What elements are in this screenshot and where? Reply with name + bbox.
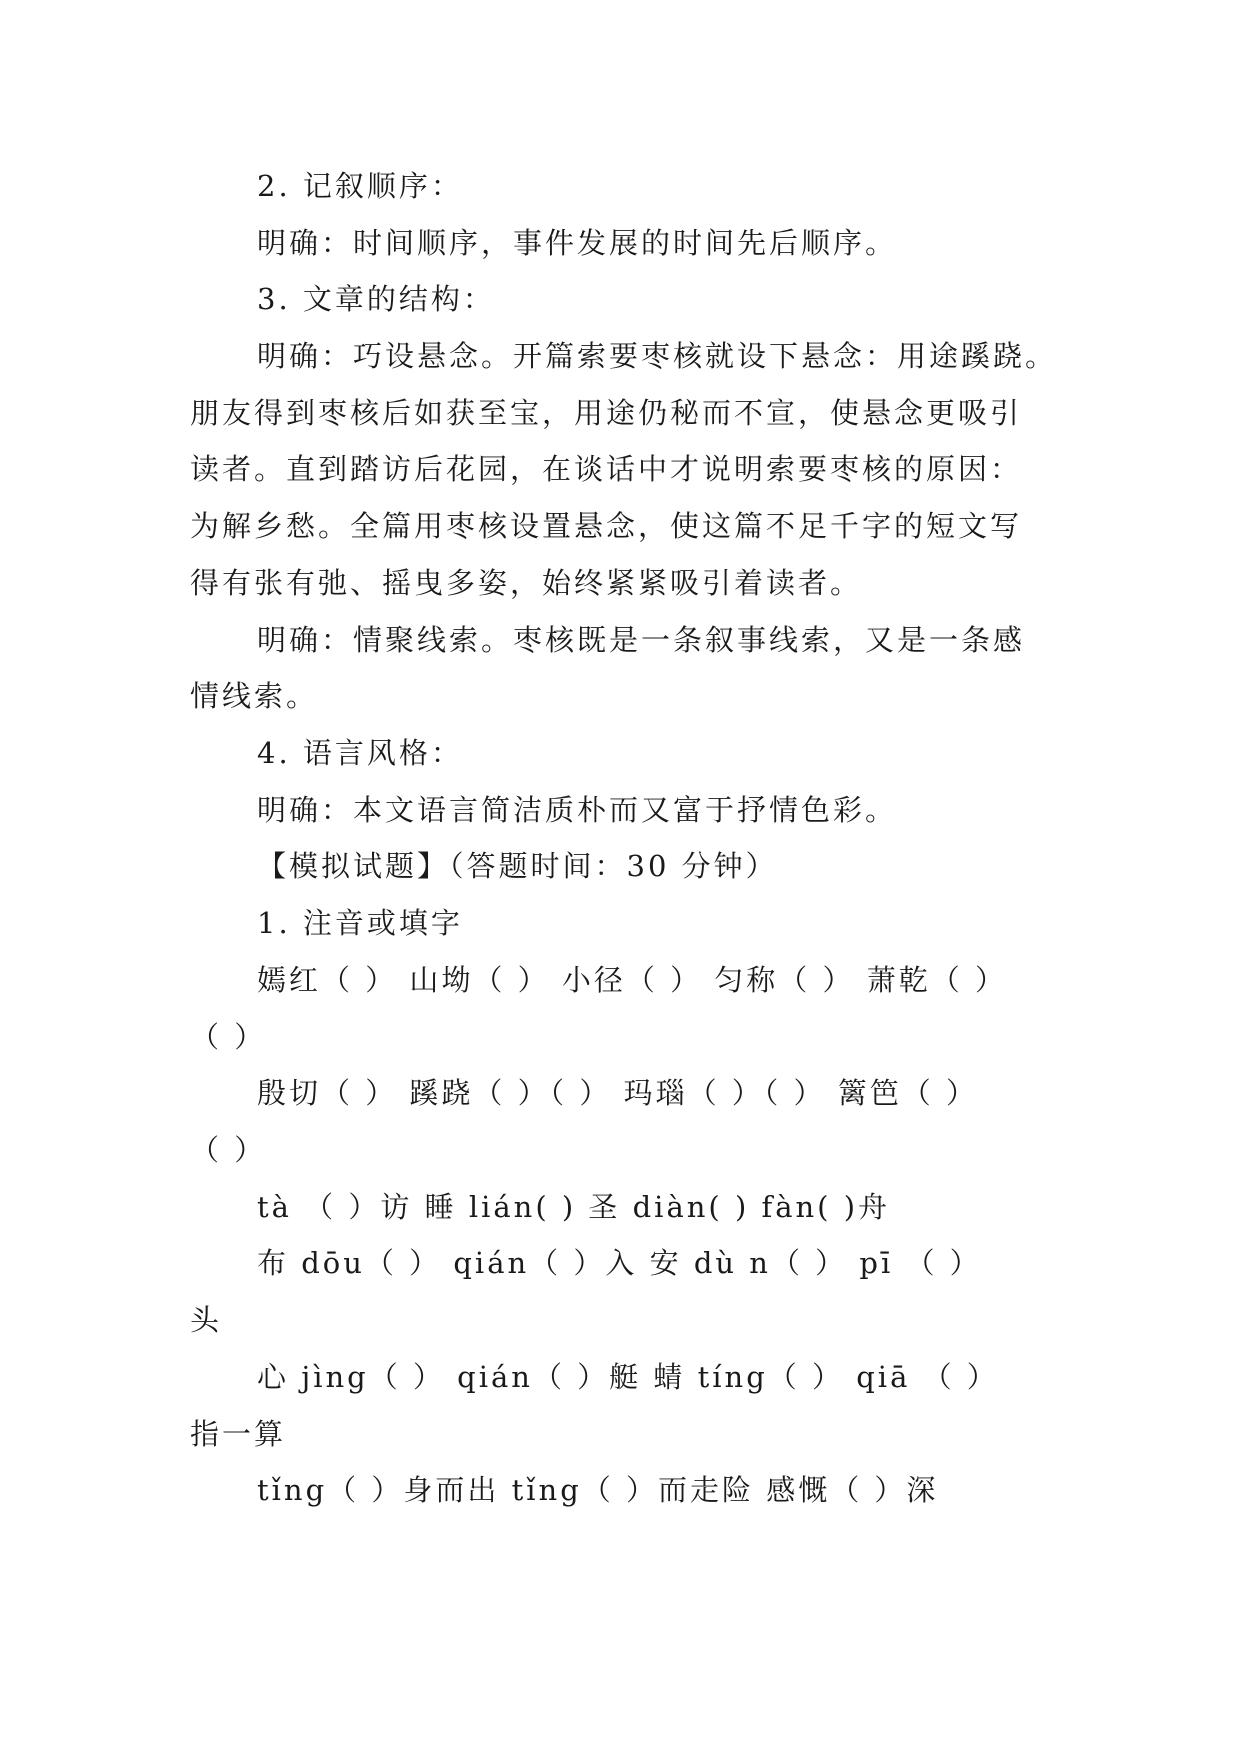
question-line: 嫣红（ ） 山坳（ ） 小径（ ） 匀称（ ） 萧乾（ ） bbox=[257, 963, 1007, 997]
question-line: tǐng（ ）身而出 tǐng（ ）而走险 感慨（ ）深 bbox=[257, 1473, 939, 1507]
question-line: （ ） bbox=[190, 1133, 267, 1167]
question-line: 头 bbox=[190, 1303, 223, 1337]
question-line: tà （ ）访 睡 lián( ) 圣 diàn( ) fàn( )舟 bbox=[257, 1190, 891, 1224]
text-line: 明确：本文语言简洁质朴而又富于抒情色彩。 bbox=[257, 793, 898, 827]
question-line: 殷切（ ） 蹊跷（ ）（ ） 玛瑙（ ）（ ） 篱笆（ ） bbox=[257, 1076, 978, 1110]
text-line: 为解乡愁。全篇用枣核设置悬念，使这篇不足千字的短文写 bbox=[190, 509, 1023, 543]
question-line: （ ） bbox=[190, 1020, 267, 1054]
text-line: 明确：巧设悬念。开篇索要枣核就设下悬念：用途蹊跷。 bbox=[257, 339, 1058, 373]
question-line: 布 dōu（ ） qián（ ）入 安 dù n（ ） pī （ ） bbox=[257, 1246, 982, 1280]
text-line: 朋友得到枣核后如获至宝，用途仍秘而不宣，使悬念更吸引 bbox=[190, 396, 1023, 430]
text-line: 读者。直到踏访后花园，在谈话中才说明索要枣核的原因： bbox=[190, 452, 1023, 486]
text-line: 情线索。 bbox=[190, 679, 319, 713]
question-line: 心 jìng（ ） qián（ ）艇 蜻 tíng（ ） qiā （ ） bbox=[257, 1360, 999, 1394]
section-heading: 2. 记叙顺序： bbox=[257, 169, 463, 203]
question-heading: 1. 注音或填字 bbox=[257, 906, 463, 940]
section-heading: 3. 文章的结构： bbox=[257, 282, 495, 316]
text-line: 得有张有弛、摇曳多姿，始终紧紧吸引着读者。 bbox=[190, 566, 863, 600]
question-line: 指一算 bbox=[190, 1417, 287, 1451]
text-line: 明确：情聚线索。枣核既是一条叙事线索，又是一条感 bbox=[257, 623, 1026, 657]
exercise-heading: 【模拟试题】（答题时间：30 分钟） bbox=[257, 849, 778, 883]
text-line: 明确：时间顺序，事件发展的时间先后顺序。 bbox=[257, 226, 898, 260]
section-heading: 4. 语言风格： bbox=[257, 736, 463, 770]
